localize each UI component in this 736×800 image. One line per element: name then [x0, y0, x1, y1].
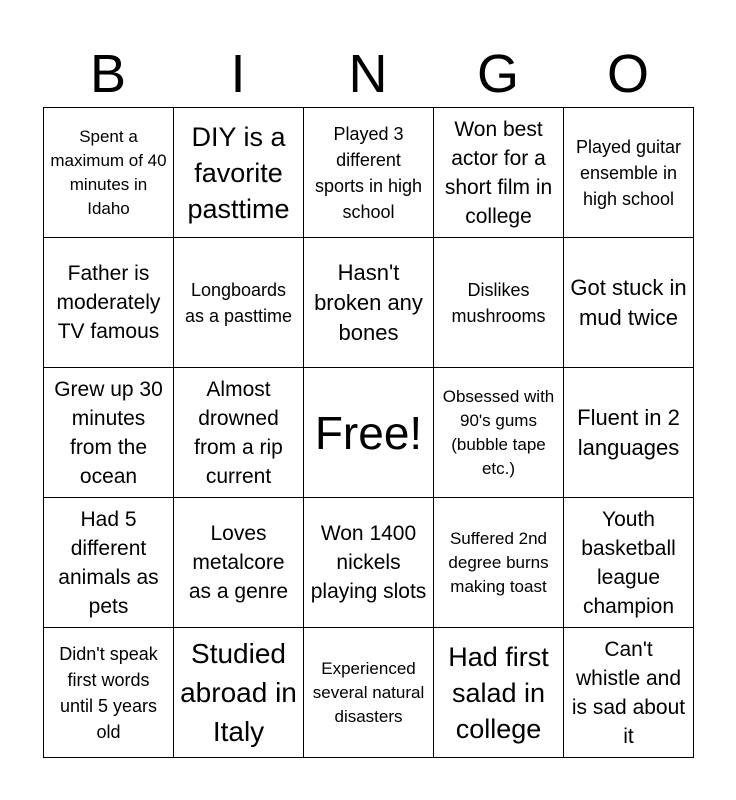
- cell-text: DIY is a favorite pasttime: [187, 121, 290, 224]
- bingo-cell-r4c1[interactable]: [44, 498, 174, 628]
- bingo-cell-r2c4[interactable]: [434, 238, 564, 368]
- bingo-board: [43, 107, 694, 758]
- bingo-cell-r1c1[interactable]: [44, 108, 174, 238]
- bingo-cell-r2c1[interactable]: [44, 238, 174, 368]
- bingo-header: [43, 40, 693, 108]
- cell-text: Loves metalcore as a genre: [188, 522, 289, 603]
- bingo-cell-r4c2[interactable]: [174, 498, 304, 628]
- header-letter-n: N: [348, 44, 388, 104]
- bingo-cell-r1c5[interactable]: [564, 108, 694, 238]
- cell-text: Played guitar ensemble in high school: [575, 136, 682, 209]
- header-letter-g: G: [476, 44, 519, 104]
- cell-text: Youth basketball league champion: [581, 507, 676, 618]
- bingo-cell-r2c3[interactable]: [304, 238, 434, 368]
- cell-text: Won 1400 nickels playing slots: [310, 522, 427, 603]
- bingo-cell-r1c4[interactable]: [434, 108, 564, 238]
- cell-text: Can't whistle and is sad about it: [571, 637, 686, 748]
- cell-text: Longboards as a pasttime: [184, 279, 293, 326]
- cell-text: Spent a maximum of 40 minutes in Idaho: [50, 126, 167, 218]
- bingo-cell-r4c3[interactable]: [304, 498, 434, 628]
- cell-text: Had first salad in college: [448, 641, 549, 744]
- header-letter-i: I: [230, 44, 246, 104]
- cell-text: Experienced several natural disasters: [312, 658, 425, 726]
- bingo-cell-r3c1[interactable]: [44, 368, 174, 498]
- cell-text: Didn't speak first words until 5 years old: [59, 643, 158, 742]
- bingo-cell-r5c2[interactable]: [174, 628, 304, 758]
- bingo-cell-r2c5[interactable]: [564, 238, 694, 368]
- cell-text: Won best actor for a short film in college: [444, 117, 553, 228]
- cell-text: Almost drowned from a rip current: [194, 377, 283, 488]
- bingo-cell-r2c2[interactable]: [174, 238, 304, 368]
- bingo-cell-r3c4[interactable]: [434, 368, 564, 498]
- cell-text: Fluent in 2 languages: [577, 404, 680, 460]
- bingo-cell-r5c5[interactable]: [564, 628, 694, 758]
- cell-text: Suffered 2nd degree burns making toast: [448, 528, 549, 596]
- bingo-cell-r5c3[interactable]: [304, 628, 434, 758]
- bingo-cell-r5c4[interactable]: [434, 628, 564, 758]
- bingo-cell-r3c2[interactable]: [174, 368, 304, 498]
- cell-text: Dislikes mushrooms: [451, 279, 546, 326]
- cell-text: Got stuck in mud twice: [570, 274, 687, 330]
- header-letter-b: B: [89, 44, 127, 104]
- cell-text: Grew up 30 minutes from the ocean: [54, 377, 163, 488]
- cell-text: Father is moderately TV famous: [56, 262, 161, 343]
- bingo-cell-r3c5[interactable]: [564, 368, 694, 498]
- cell-text: Had 5 different animals as pets: [58, 507, 159, 618]
- cell-text: Played 3 different sports in high school: [314, 123, 423, 222]
- bingo-cell-r4c4[interactable]: [434, 498, 564, 628]
- bingo-cell-r1c3[interactable]: [304, 108, 434, 238]
- bingo-cell-r4c5[interactable]: [564, 498, 694, 628]
- cell-text: Hasn't broken any bones: [314, 259, 423, 345]
- cell-text: Studied abroad in Italy: [180, 638, 297, 747]
- bingo-cell-r1c2[interactable]: [174, 108, 304, 238]
- cell-text: Obsessed with 90's gums (bubble tape etc.): [442, 386, 555, 478]
- bingo-cell-free[interactable]: [304, 368, 434, 498]
- header-letter-o: O: [606, 44, 649, 104]
- free-space-text: Free!: [314, 406, 423, 459]
- bingo-cell-r5c1[interactable]: [44, 628, 174, 758]
